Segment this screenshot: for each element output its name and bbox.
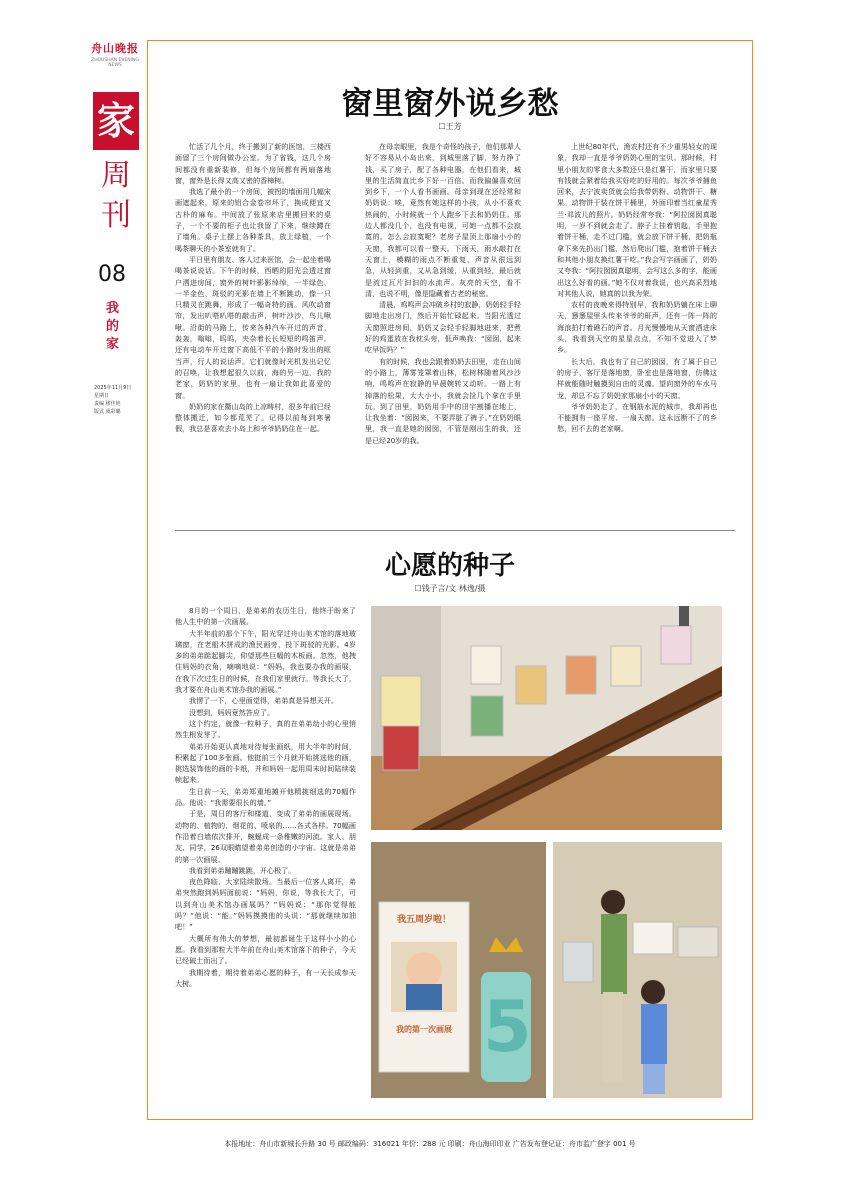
paragraph: 我期待着，期待着弟弟心愿的种子，有一天长成参天大树。 — [175, 967, 356, 988]
article1-column-3 — [557, 141, 717, 435]
children-illustration — [553, 842, 722, 1098]
paragraph: 忙活了几个月，终于搬到了新的医馆，三楼西面留了三个房间做办公室。为了省钱，这几个房间都没有重新装修，但每个房间都有两扇落地窗，窗外是长得又高又密的香樟树。 — [175, 142, 331, 185]
page-footer: 本报地址：舟山市新城长升路 30 号 邮政编码：316021 年价：288 元 印刷：舟山海印印业 广告发布登记证：舟市监广登字 001 号 — [224, 1140, 636, 1148]
paragraph: 我愣了一下，心里面觉得，弟弟真是异想天开。 — [189, 696, 338, 706]
staircase-illustration — [371, 606, 722, 830]
paragraph: 我看到弟弟蹦蹦跳跳，开心极了。 — [189, 865, 296, 875]
article1-title: 窗里窗外说乡愁 — [341, 86, 559, 122]
issue-info — [94, 384, 154, 416]
number-balloon-text: 5 — [483, 986, 532, 1068]
sign-subtitle-text: 我的第一次画展 — [396, 1025, 452, 1034]
article2-title: 心愿的种子 — [384, 551, 515, 581]
sign-title-text: 我五周岁啦！ — [396, 915, 451, 925]
issue-editor: 责编 缪佳艳 — [94, 401, 121, 407]
page-number: 08 — [98, 262, 126, 287]
photo-staircase-gallery — [371, 606, 722, 830]
paragraph: 清晨，鸡鸣声会冲破乡村的寂静，奶奶轻手轻脚地走出房门，然后开始忙碌起来。当阳光透过天窗照进房间，奶奶又会轻手轻脚地进来，把煮好的鸡蛋放在我枕头旁，低声唤我：“囡囡，起来吃早饭吗？” — [365, 300, 521, 355]
newspaper-masthead — [85, 40, 145, 68]
paragraph: 8月的一个周日，是弟弟的农历生日，他终于盼来了他人生中的第一次画展。 — [175, 606, 356, 627]
paragraph: 在母亲眼里，我是个奇怪的孩子，他们那辈人好不容易从小岛出来，到城里落了脚，努力挣了钱，买了房子，配了各种电器，在他们看来，城里的生活简直比乡下好一百倍。而我偏偏喜欢回到乡下，一个人看书画画。母亲到现在还经常和奶奶说：唉，竟然有她这样的小孩，从小不喜欢热闹的，小时候就一个人跑乡下去和奶奶住。那边人都没几个，也没有电视，可她一点都不会寂寞的。怎么会寂寞呢？老房子屋顶上那扇小小的天窗，我都可以看一整天。下雨天，雨水敲打在天窗上，模糊的雨点不断重复，声音从很远到急，从轻到重，又从急到缓，从重到轻，最后就是流过瓦片汩汩的水流声。灰亮的天空，看不清，也说不明，像是隐藏着古老的秘密。 — [365, 142, 521, 298]
paragraph: 农村的夜晚来得特别早，我和奶奶躺在床上聊天，窸窸屋里头传来爷爷的鼾声，还有一阵一阵的海浪拍打着礁石的声音。月光慢慢地从天窗洒进床头，我看到天空的星星点点，不知不觉进入了梦乡。 — [557, 300, 717, 355]
paragraph: 爷爷奶奶走了，在钢筋水泥的城市，我却再也不能拥有一座平房、一扇天窗。这永远断不了的乡愁，回不去的老家啊。 — [557, 401, 717, 434]
paragraph: 于是，周日的客厅和楼道，变成了弟弟的画展现场。动物的、植物的、烟花的、喷泉的……各式各样。70幅画作沿着白墙依次排开，蜿蜒成一条稚嫩的河流。家人、朋友、同学，26双眼睛望着弟弟创造的小宇宙。这就是弟弟的第一次画展。 — [175, 809, 356, 864]
section-logo-kan: 刊 — [101, 198, 131, 233]
paragraph: 生日前一天，弟弟郑重地摊开他精挑细选的70幅作品。他说：“我需要很长的墙。” — [175, 786, 356, 808]
article-divider — [175, 530, 735, 531]
paragraph: 长大后，我也有了自己的囡囡，有了属于自己的房子，客厅是落地窗，卧室也是落地窗，仿佛这样就能随时触摸到自由的灵魂。望向窗外的车水马龙，却总不忘了奶奶家那扇小小的天窗。 — [557, 356, 717, 400]
section-name: 我的家 — [106, 301, 120, 352]
section-logo-zhou: 周 — [101, 158, 131, 193]
paragraph: 我选了最小的一个房间，被拐的墙面用几幅宋画遮起来，原来的铝合金卷帘坏了，换成便宜又古朴的麻布。中间放了张原来店里搬回来的桌子，一个不要的柜子也让我留了下来，继续蹲在了墙角。桌子上摆上各种茶具，放上绿植，一个喝茶聊天的小茶室就有了。 — [175, 187, 331, 253]
article2-byline: ☐钱子言/文 林逸/摄 — [414, 584, 486, 593]
paragraph: 平日里有朋友、客人过来医馆，会一起坐着喝喝茶说说话。下午的时候，西晒的阳光会透过窗户洒进房间，窗外的树叶影影绰绰，一半绿色，一半金色，斑驳的光影在墙上不断跳动，像一只只精灵在跳舞，形成了一幅奇特的画。风吹动窗帘，发出叭嗒叭嗒的敲击声，树叶沙沙，鸟儿啾啾。沿街的马路上，传来各种汽车开过的声音，轰轰，嗡嗡，呜呜，夹杂着长长短短的鸣笛声。还有电动车开过窗下高低不平的小路时发出的哐当声，行人的说话声。它们就像时光机发出记忆的召唤，让我想起很久以前，海的另一边，我的老家，奶奶的家里，也有一扇让我如此喜爱的窗。 — [175, 254, 331, 400]
paragraph: 上世纪80年代，渔农村还有不少重男轻女的现象，我却一直是爷爷奶奶心里的宝贝。那时候，村里小朋友的零食大多数还只是红薯干，而家里只要有钱就会紧着给我买好吃的好用的。每次爷爷捕鱼回来，去宁波卖货就会给我带奶粉、动物饼干、糖果。动物饼干装在饼干桶里，外面印着当红童星秀兰·邓波儿的照片。奶奶经常夸我：“阿拉囡囡真聪明，一岁不到就会走了。脖子上挂着钥匙，手里抱着饼干桶，走不过门槛，就会放下饼干桶，把奶瓶拿下来先扔出门槛，然后爬出门槛，抱着饼干桶去和其他小朋友换红薯干吃。”我会写字画画了，奶奶又夸我：“阿拉囡囡真聪明，会写这么多的字，能画出这么好看的画。”她不仅对着我说，也兴高采烈地对其他人说，她真的以我为荣。 — [557, 142, 717, 298]
paragraph: 奶奶的家在衢山岛的上凉畴村，很多年前已经整体搬迁，如今都荒芜了。记得以前每到寒暑假，我总是喜欢去小岛上和爷爷奶奶住在一起。 — [175, 401, 331, 434]
paragraph: 弟弟开始更认真地对待每张画纸，用大半年的时间，积累起了100多张画。他挺前三个月就开始挑选他的画，挑选装饰他的画的卡纸，并和妈妈一起用周末时间陆续装帧起来。 — [175, 741, 356, 785]
paragraph: 有的时候，我也会跟着奶奶去田里，走在山间的小路上，薄雾笼罩着山林，松树林随着风沙沙响，鸣鸣声在寂静的早晨婉转又动听。一路上有掉落的松果，大大小小，我就会捡几个拿在手里玩。到了田里，奶奶用手中的田宇割播在地上，让我坐着：“囡囡来，不要弄脏了裤子。”在奶奶眼里，我一直是她的囡囡，不管是刚出生的我，还是已经20岁的我。 — [365, 356, 521, 445]
photo-children-at-wall — [553, 842, 722, 1098]
article1-column-2 — [365, 141, 521, 446]
newspaper-name: 舟山晚报 — [91, 42, 139, 55]
issue-weekday: 星期日 — [94, 393, 110, 399]
issue-layout: 版式 虞彩璐 — [94, 409, 121, 415]
newspaper-name-en: ZHOUSHAN EVENING NEWS — [91, 58, 139, 68]
paragraph: 大半年前的那个下午，阳光穿过舟山美术馆的落地玻璃窗，在老船木拼成的渔民画旁，投下斑驳的光影。4岁多的弟弟踮起脚尖，仰望那些巨幅的木板画。忽然，他拽住妈妈的衣角，嘀嘀地说：“妈妈，我也要办我的画展，在我下次过生日的时候，在我们家里就行。等我长大了，我才要在舟山美术馆办我的画展。” — [175, 628, 356, 695]
issue-date: 2025年11月9日 — [94, 385, 132, 391]
paragraph: 夜色降临，大家陆续散场。当最后一位客人离开，弟弟突然跑到妈妈面前说：“妈妈，你说，等我长大了，可以到舟山美术馆办画展吗？”妈妈说：“那你觉得能吗？”他说：“能。”妈妈摸摸他的头说：“那就继续加油吧！” — [175, 877, 356, 932]
article1-column-1 — [175, 141, 331, 435]
paragraph: 这个约定，就像一粒种子，真的在弟弟幼小的心里悄然生根发芽了。 — [175, 718, 356, 740]
article1-byline: ☐王芳 — [438, 122, 462, 131]
paragraph: 没想到，妈妈竟然答应了。 — [189, 707, 275, 717]
paragraph: 大概所有伟大的梦想，最初都诞生于这样小小的心愿。我看到那粒大半年前在舟山美术馆落下的种子，今天已经破土而出了。 — [175, 933, 356, 966]
section-logo-jia: 家 — [93, 92, 139, 150]
article2-column — [175, 605, 356, 989]
photo-exhibition-sign — [371, 842, 546, 1098]
